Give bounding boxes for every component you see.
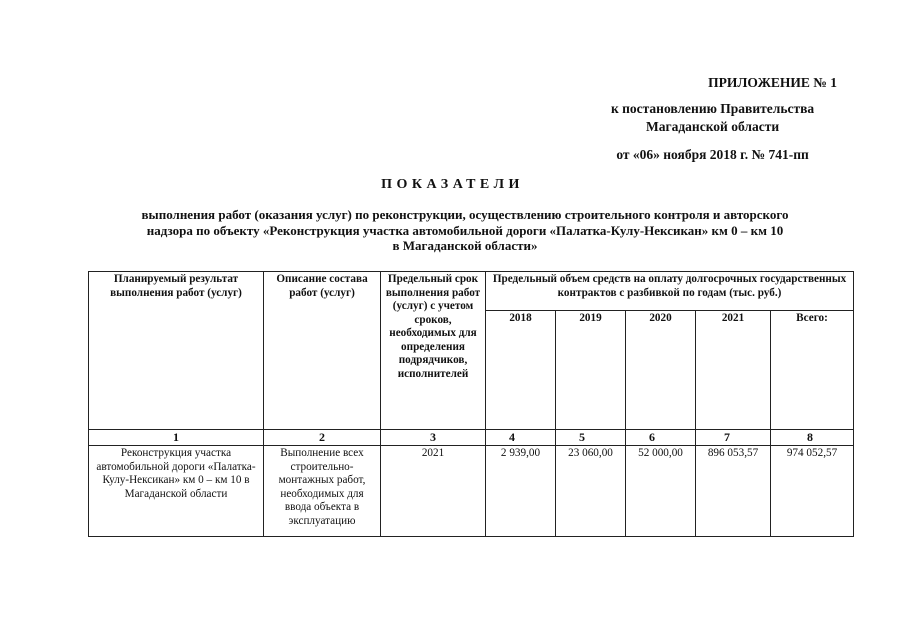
column-number-7: 7 bbox=[696, 430, 771, 446]
cell-value-2021: 896 053,57 bbox=[696, 446, 771, 537]
cell-description: Выполнение всех строительно-монтажных работ, необходимых для ввода объекта в эксплуатацию bbox=[264, 446, 381, 537]
appendix-block bbox=[588, 74, 837, 164]
subtitle-line-2: надзора по объекту «Реконструкция участка автомобильной дороги «Палатка-Кулу-Нексикан» км 0 – км 10 bbox=[146, 222, 784, 238]
subtitle-line-3: в Магаданской области» bbox=[392, 238, 538, 253]
header-year-2020: 2020 bbox=[626, 311, 696, 430]
document-subtitle bbox=[70, 207, 860, 254]
column-number-row bbox=[89, 430, 854, 446]
appendix-title: ПРИЛОЖЕНИЕ № 1 bbox=[708, 75, 837, 90]
subtitle-line-1: выполнения работ (оказания услуг) по реконструкции, осуществлению строительного контроля и авторского bbox=[141, 207, 789, 222]
header-year-2019: 2019 bbox=[556, 311, 626, 430]
column-number-3: 3 bbox=[381, 430, 486, 446]
column-number-6: 6 bbox=[626, 430, 696, 446]
document-title: ПОКАЗАТЕЛИ bbox=[381, 177, 524, 192]
table-row bbox=[89, 446, 854, 537]
cell-value-total: 974 052,57 bbox=[771, 446, 854, 537]
header-description: Описание состава работ (услуг) bbox=[264, 272, 381, 430]
header-funding-group: Предельный объем средств на оплату долгосрочных государственных контрактов с разбивкой по годам (тыс. руб.) bbox=[486, 272, 854, 311]
header-deadline: Предельный срок выполнения работ (услуг) с учетом сроков, необходимых для определения подрядчиков, исполнителей bbox=[381, 272, 486, 430]
column-number-8: 8 bbox=[771, 430, 854, 446]
header-year-2018: 2018 bbox=[486, 311, 556, 430]
header-total: Всего: bbox=[771, 311, 854, 430]
header-year-2021: 2021 bbox=[696, 311, 771, 430]
indicators-table bbox=[88, 271, 854, 537]
cell-deadline: 2021 bbox=[381, 446, 486, 537]
header-planned-result: Планируемый результат выполнения работ (услуг) bbox=[89, 272, 264, 430]
header-row-1 bbox=[89, 272, 854, 311]
appendix-date: от «06» ноября 2018 г. № 741-пп bbox=[616, 147, 809, 162]
column-number-4: 4 bbox=[486, 430, 556, 446]
appendix-line-1: к постановлению Правительства bbox=[610, 101, 815, 116]
cell-value-2018: 2 939,00 bbox=[486, 446, 556, 537]
appendix-line-2: Магаданской области bbox=[645, 119, 780, 134]
appendix-reference bbox=[588, 100, 837, 136]
cell-value-2020: 52 000,00 bbox=[626, 446, 696, 537]
cell-planned-result: Реконструкция участка автомобильной дороги «Палатка-Кулу-Нексикан» км 0 – км 10 в Магаданской области bbox=[89, 446, 264, 537]
column-number-1: 1 bbox=[89, 430, 264, 446]
column-number-5: 5 bbox=[556, 430, 626, 446]
column-number-2: 2 bbox=[264, 430, 381, 446]
cell-value-2019: 23 060,00 bbox=[556, 446, 626, 537]
